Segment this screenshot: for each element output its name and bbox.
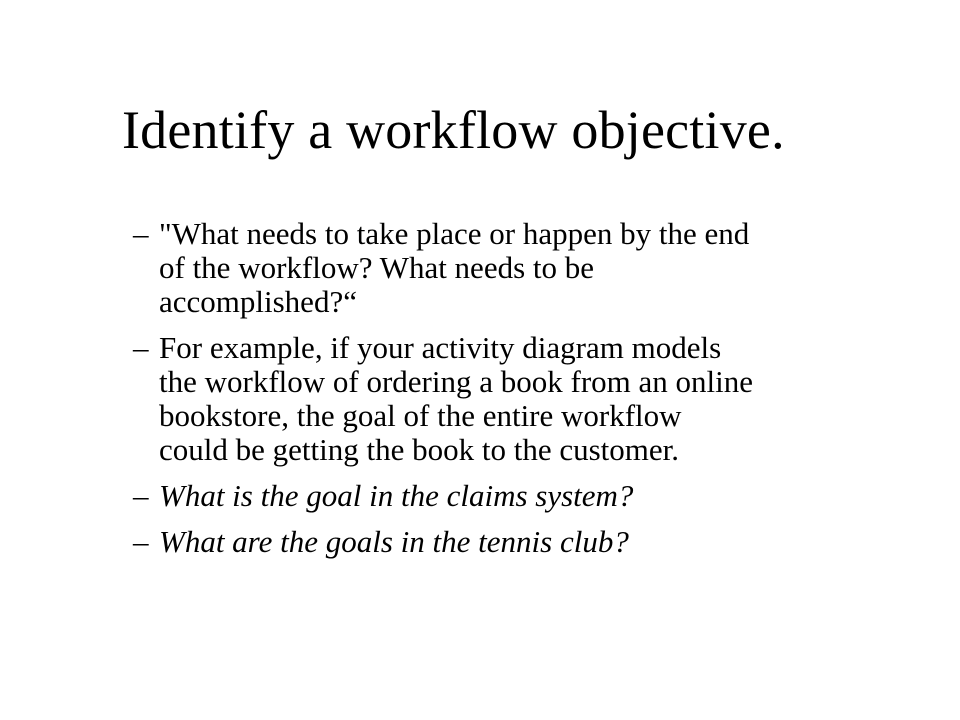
bullet-list	[133, 217, 893, 559]
bullet-line: accomplished?“	[159, 284, 357, 319]
bullet-line: could be getting the book to the customer.	[159, 432, 680, 467]
bullet-dash: –	[133, 524, 149, 559]
bullet-line: bookstore, the goal of the entire workflow	[159, 398, 682, 433]
bullet-item-tennis-question	[133, 525, 893, 559]
bullet-item-example	[133, 331, 893, 467]
slide-title: Identify a workflow objective.	[122, 100, 785, 160]
bullet-item-question	[133, 217, 893, 319]
bullet-item-claims-question	[133, 479, 893, 513]
bullet-line: "What needs to take place or happen by the end	[159, 216, 750, 251]
bullet-line: the workflow of ordering a book from an online	[159, 364, 754, 399]
bullet-dash: –	[133, 330, 149, 365]
bullet-dash: –	[133, 216, 149, 251]
bullet-line: What is the goal in the claims system?	[159, 478, 634, 513]
bullet-dash: –	[133, 478, 149, 513]
bullet-line: What are the goals in the tennis club?	[159, 524, 629, 559]
bullet-line: of the workflow? What needs to be	[159, 250, 595, 285]
bullet-line: For example, if your activity diagram models	[159, 330, 722, 365]
